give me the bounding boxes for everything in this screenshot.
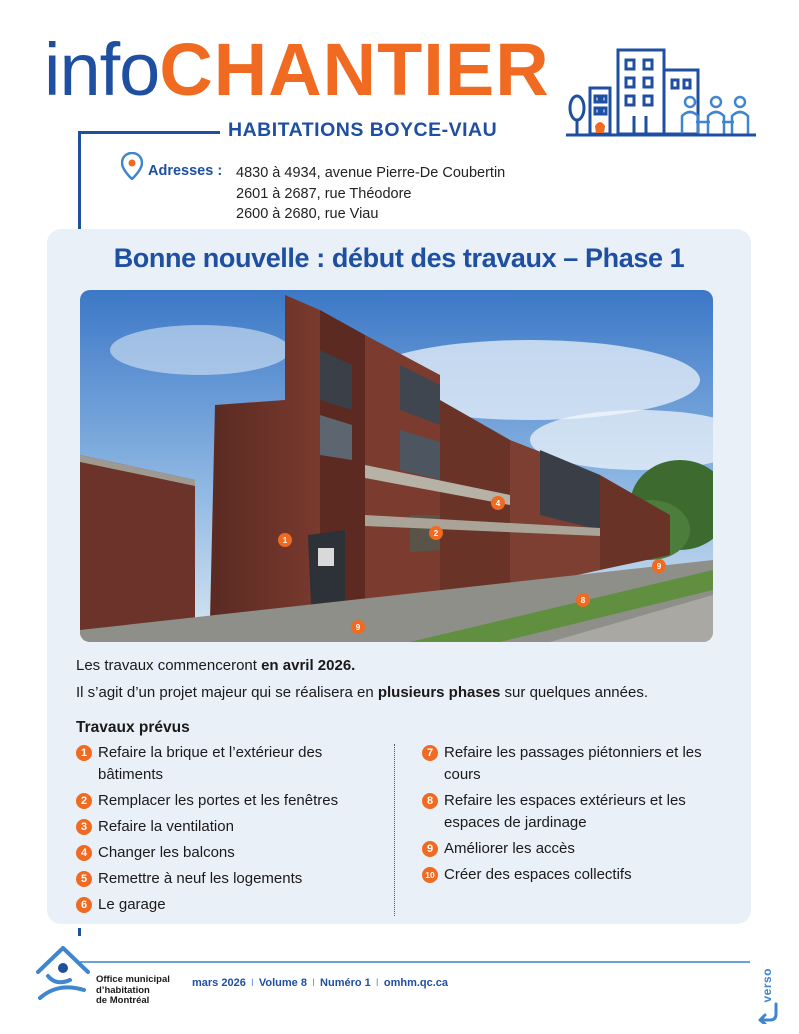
building-photo xyxy=(80,290,713,642)
footer-tick xyxy=(78,928,81,936)
intro-line-2-end: sur quelques années. xyxy=(500,684,648,701)
works-item-text: Changer les balcons xyxy=(98,844,235,861)
works-item-text: Refaire les passages piétonniers et les cours xyxy=(444,744,702,783)
photo-marker-9a-label: 9 xyxy=(355,623,361,632)
works-item-text: Améliorer les accès xyxy=(444,840,575,857)
works-item-text: Refaire les espaces extérieurs et les espaces de jardinage xyxy=(444,792,686,831)
intro-text xyxy=(76,652,648,706)
works-item xyxy=(76,816,386,838)
headline: Bonne nouvelle : début des travaux – Phase 1 xyxy=(113,243,685,273)
addresses-label: Adresses : xyxy=(148,163,223,179)
issue-number: Numéro 1 xyxy=(320,977,371,989)
works-item-text: Refaire la brique et l’extérieur des bâtiments xyxy=(98,744,323,783)
works-item-text: Créer des espaces collectifs xyxy=(444,866,632,883)
intro-phases: plusieurs phases xyxy=(377,684,501,701)
works-item xyxy=(422,864,742,886)
verso-label: verso xyxy=(760,968,774,1003)
works-item xyxy=(422,790,742,834)
title-info: info xyxy=(44,28,160,111)
photo-marker-8-label: 8 xyxy=(580,596,586,605)
address-line: 2601 à 2687, rue Théodore xyxy=(236,185,412,202)
number-badge: 7 xyxy=(422,745,438,761)
intro-line-1-text: Les travaux commenceront xyxy=(76,657,262,674)
works-title: Travaux prévus xyxy=(76,719,190,736)
turn-page-arrow-icon xyxy=(756,1002,782,1024)
addresses-list xyxy=(236,163,505,225)
number-badge: 5 xyxy=(76,871,92,887)
works-item-text: Remplacer les portes et les fenêtres xyxy=(98,792,339,809)
buildings-icon xyxy=(566,44,756,140)
header-vertical-rule xyxy=(78,131,81,229)
omhm-name-line: d’habitation xyxy=(96,984,150,996)
photo-marker-2-label: 2 xyxy=(433,529,439,538)
intro-line-2 xyxy=(76,679,648,706)
issue-volume: Volume 8 xyxy=(258,977,307,989)
omhm-name-line: Office municipal xyxy=(96,974,170,985)
intro-start-date: en avril 2026. xyxy=(261,657,356,674)
works-item-text: Remettre à neuf les logements xyxy=(98,870,303,887)
number-badge: 8 xyxy=(422,793,438,809)
works-item xyxy=(76,868,386,890)
footer-rule xyxy=(80,961,750,963)
number-badge: 1 xyxy=(76,745,92,761)
separator: I xyxy=(311,977,316,989)
website-link[interactable]: omhm.qc.ca xyxy=(383,977,449,989)
verso-link[interactable] xyxy=(754,962,784,1026)
header-rule xyxy=(80,131,220,134)
project-name: HABITATIONS BOYCE-VIAU xyxy=(228,119,498,141)
footer-info xyxy=(192,977,448,989)
works-list-left xyxy=(76,742,386,920)
omhm-logo-icon xyxy=(34,942,92,1004)
works-item xyxy=(422,742,742,786)
intro-line-1 xyxy=(76,652,648,679)
omhm-name xyxy=(96,975,170,1007)
works-item-text: Refaire la ventilation xyxy=(98,818,234,835)
newsletter-title xyxy=(44,30,550,110)
title-chantier: CHANTIER xyxy=(159,28,550,111)
works-item-text: Le garage xyxy=(98,896,166,913)
works-list-right xyxy=(422,742,742,890)
issue-date: mars 2026 xyxy=(192,977,246,989)
address-line: 2600 à 2680, rue Viau xyxy=(236,206,379,222)
number-badge: 10 xyxy=(422,867,438,883)
works-item xyxy=(76,742,386,786)
photo-marker-4-label: 4 xyxy=(495,499,501,508)
number-badge: 6 xyxy=(76,897,92,913)
works-item xyxy=(76,894,386,916)
separator: I xyxy=(375,977,379,989)
photo-marker-9b-label: 9 xyxy=(656,562,662,571)
photo-marker-1-label: 1 xyxy=(282,536,288,545)
works-item xyxy=(76,790,386,812)
works-item xyxy=(422,838,742,860)
separator: I xyxy=(250,977,254,989)
column-divider xyxy=(394,744,395,916)
address-line: 4830 à 4934, avenue Pierre-De Coubertin xyxy=(236,165,506,181)
intro-line-2-text: Il s’agit d’un projet majeur qui se réalisera en xyxy=(76,684,378,701)
number-badge: 9 xyxy=(422,841,438,857)
number-badge: 4 xyxy=(76,845,92,861)
number-badge: 2 xyxy=(76,793,92,809)
location-pin-icon xyxy=(121,152,143,180)
omhm-name-line: de Montréal xyxy=(96,995,150,1006)
number-badge: 3 xyxy=(76,819,92,835)
works-item xyxy=(76,842,386,864)
